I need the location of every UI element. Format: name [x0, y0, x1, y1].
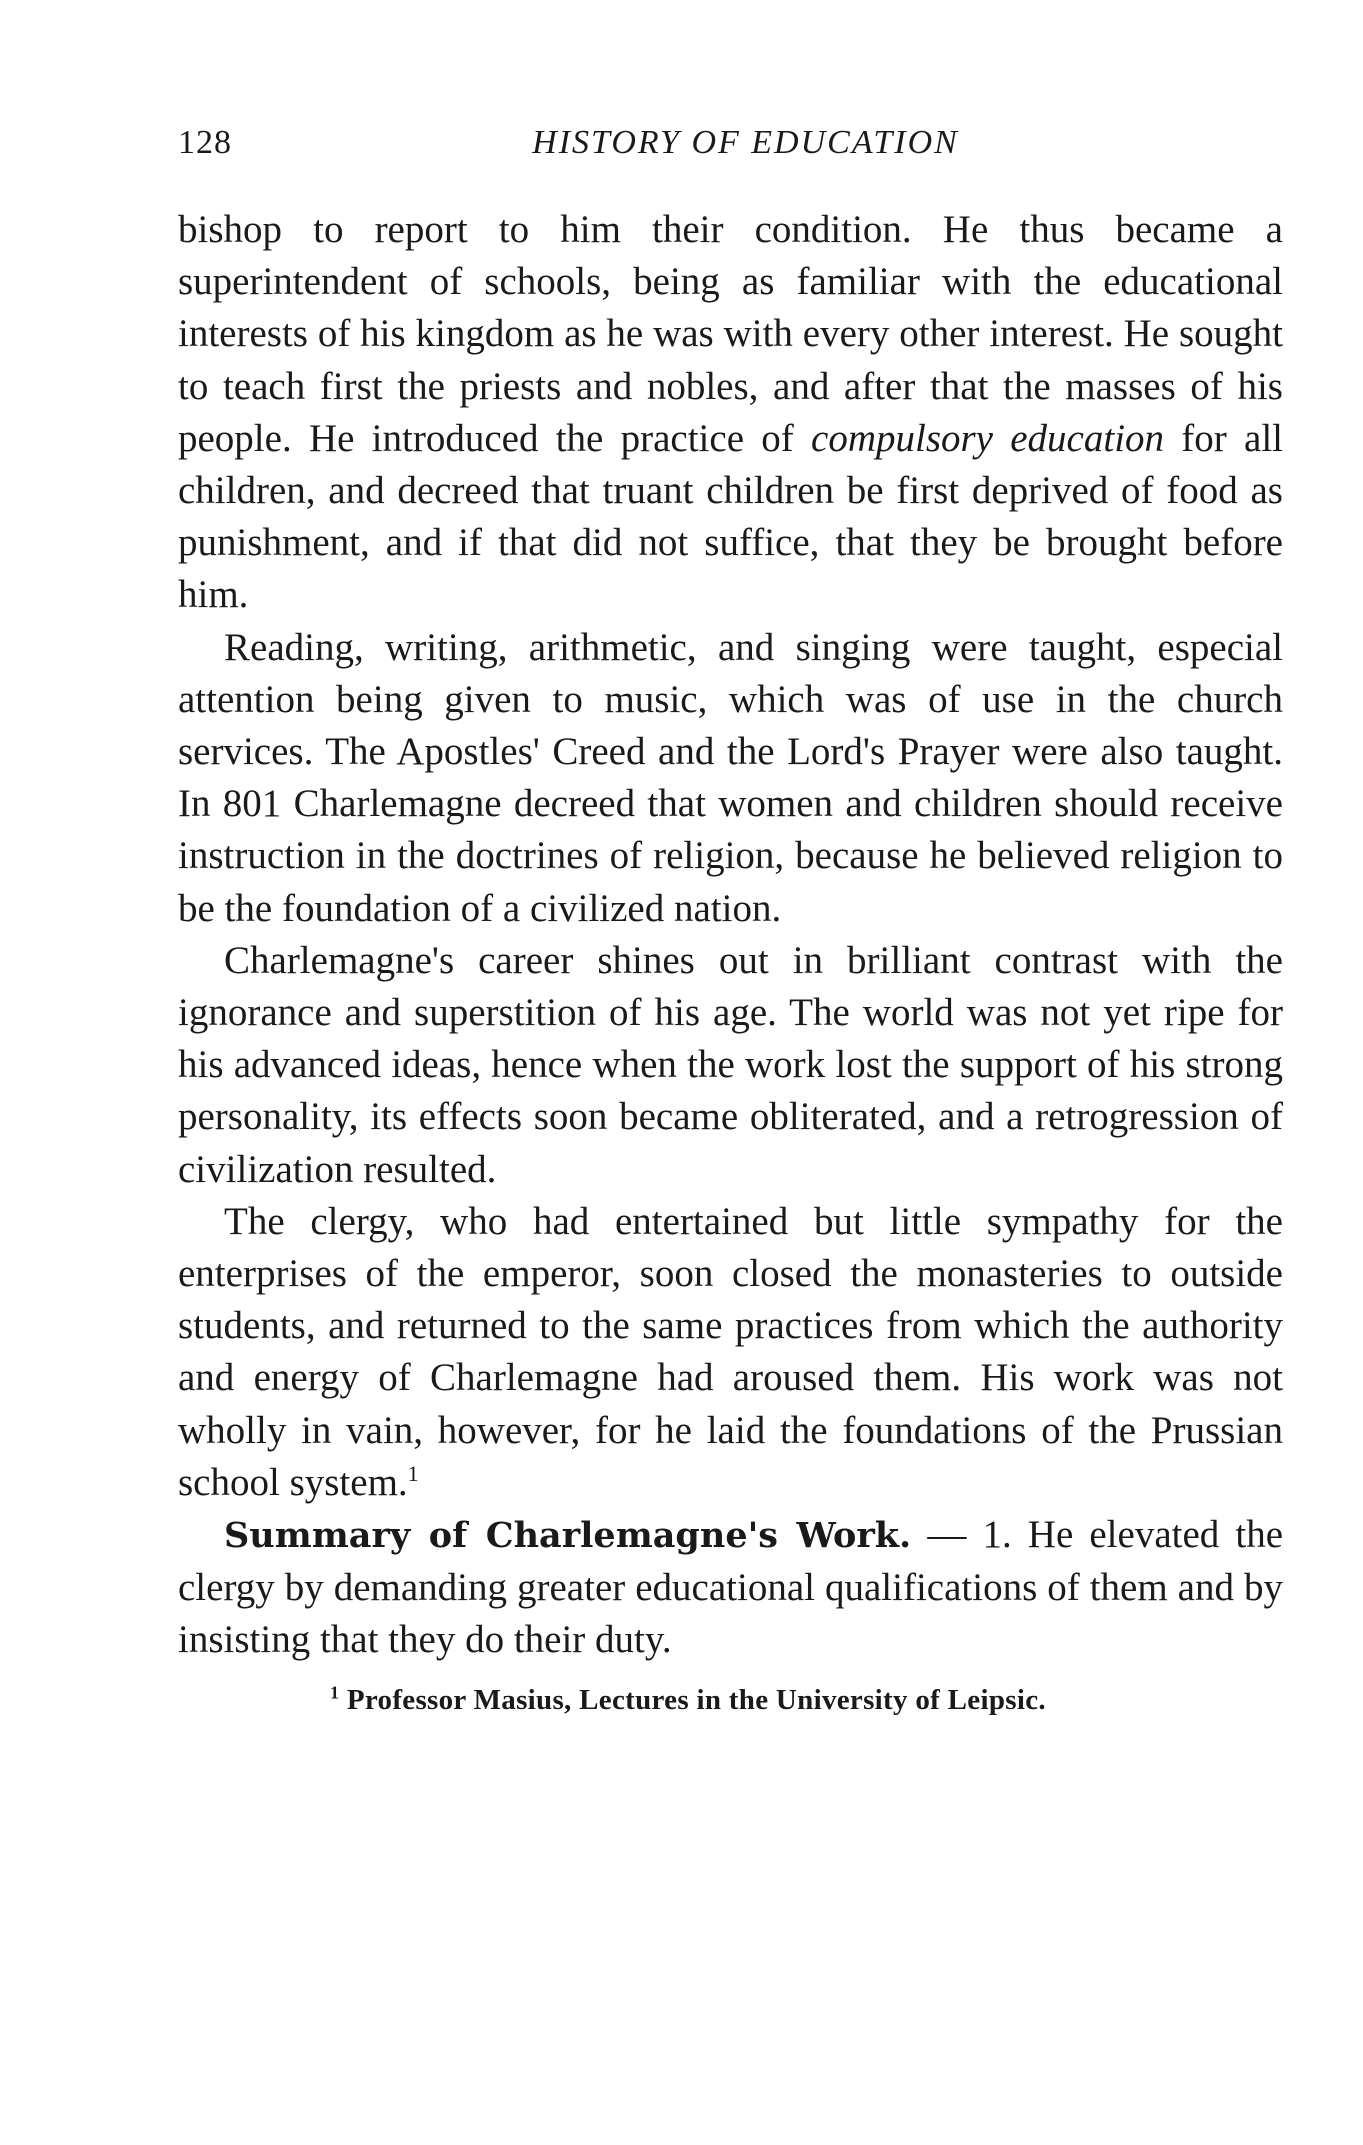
footnote-text: Professor Masius, Lectures in the University of Leipsic.: [339, 1683, 1046, 1716]
emphasis-compulsory-education: compulsory education: [811, 416, 1165, 460]
body-text: [178, 204, 1283, 1667]
footnote-marker: 1: [330, 1682, 340, 1703]
running-title: HISTORY OF EDUCATION: [532, 124, 959, 161]
page-number: 128: [178, 124, 232, 161]
paragraph-5-text: He elevated the clergy by demanding greater educational qualifications of them and by insisting that they do their duty.: [178, 1513, 1284, 1662]
paragraph-1-text-a: bishop to report to him their condition. He thus became a superintendent of schools, being as familiar with the educational interests of his kingdom as he was with every other interest. He sought to teach first the priests and nobles, and after that the masses of his people. He introduced the practice of: [178, 208, 1283, 460]
footnote: [178, 1681, 1283, 1719]
paragraph-3: Charlemagne's career shines out in brilliant contrast with the ignorance and superstition of his age. The world was not yet ripe for his advanced ideas, hence when the work lost the support of his strong personality, its effects soon became obliterated, and a retrogression of civilization resulted.: [178, 938, 1283, 1191]
sidehead-dash: —: [911, 1513, 983, 1557]
paragraph-5: [178, 1509, 1283, 1667]
paragraph-1: [178, 204, 1283, 622]
book-page: [178, 118, 1283, 1719]
section-sidehead: Summary of Charlemagne's Work.: [224, 1515, 912, 1557]
paragraph-4: [178, 1196, 1283, 1509]
paragraph-4-text: The clergy, who had entertained but little sympathy for the enterprises of the emperor, soon closed the monasteries to outside students, and returned to the same practices from which the authority and energy of Charlemagne had aroused them. His work was not wholly in vain, however, for he laid the foundations of the Prussian school system.: [178, 1199, 1283, 1504]
paragraph-2: Reading, writing, arithmetic, and singing were taught, especial attention being given to music, which was of use in the church services. The Apostles' Creed and the Lord's Prayer were also taught. In 801 Charlemagne decreed that women and children should receive instruction in the doctrines of religion, because he believed religion to be the foundation of a civilized nation.: [178, 625, 1283, 930]
list-number: 1.: [982, 1513, 1012, 1557]
running-header: [178, 118, 1283, 168]
paragraph-1-text-b: for all children, and decreed that truant children be first deprived of food as punishment, and if that did not suffice, that they be brought before him.: [178, 416, 1284, 617]
footnote-reference: 1: [407, 1460, 419, 1486]
